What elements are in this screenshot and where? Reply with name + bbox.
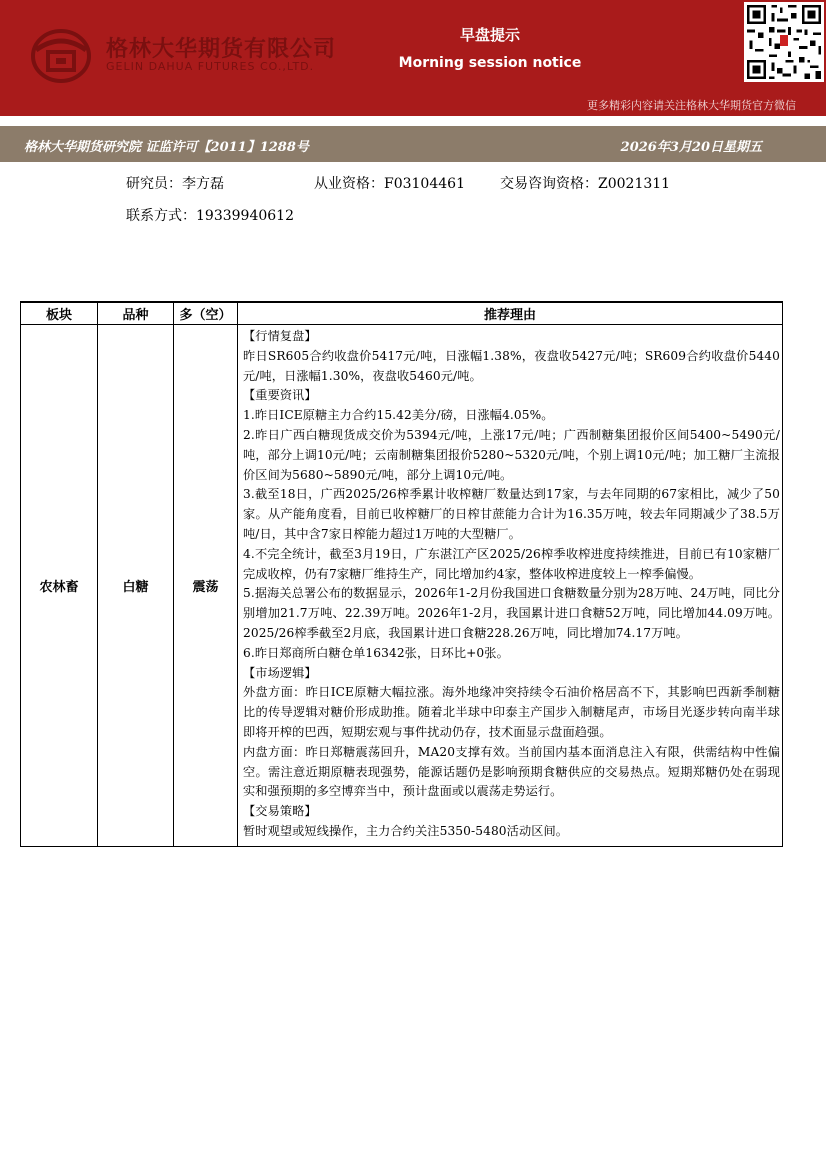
strategy-text: 暂时观望或短线操作，主力合约关注5350-5480活动区间。 [243, 823, 569, 838]
company-name-en: GELIN DAHUA FUTURES CO.,LTD. [106, 60, 315, 73]
institute-license: 格林大华期货研究院 证监许可【2011】1288号 [24, 140, 309, 155]
header-direction: 多（空） [174, 302, 238, 325]
institute-band [0, 126, 826, 162]
report-date: 2026年3月20日星期五 [620, 140, 762, 155]
header-variety: 品种 [98, 302, 174, 325]
review-text: 昨日SR605合约收盘价5417元/吨，日涨幅1.38%，夜盘收5427元/吨；SR609合约收盘价5440元/吨，日涨幅1.30%，夜盘收5460元/吨。 [243, 348, 780, 383]
company-name-cn: 格林大华期货有限公司 [106, 37, 337, 62]
news-item-1: 1.昨日ICE原糖主力合约15.42美分/磅，日涨幅4.05%。 [243, 408, 554, 423]
section-heading-logic: 【市场逻辑】 [243, 665, 317, 680]
logo-emblem-icon [30, 28, 92, 84]
contact-line: 联系方式：19339940612 [126, 208, 294, 224]
news-item-2: 2.昨日广西白糖现货成交价为5394元/吨，上涨17元/吨；广西制糖集团报价区间5400~5490元/吨，部分上调10元/吨；云南制糖集团报价5280~5320元/吨，个别上调10元/吨；加工糖厂主流报价区间为5680~5890元/吨，部分上调10元/吨。 [243, 427, 780, 482]
news-item-5: 5.据海关总署公布的数据显示，2026年1-2月份我国进口食糖数量分别为28万吨、24万吨，同比分别增加21.7万吨、22.39万吨。2026年1-2月，我国累计进口食糖52万吨，同比增加44.09万吨。2025/26榨季截至2月底，我国累计进口食糖228.26万吨，同比增加74.17万吨。 [243, 586, 780, 640]
qr-code-icon[interactable] [744, 2, 824, 82]
reason-cell [238, 325, 783, 847]
researcher-name: 研究员：李方磊 [126, 176, 224, 192]
follow-wechat-text: 更多精彩内容请关注格林大华期货官方微信 [587, 99, 796, 112]
section-heading-strategy: 【交易策略】 [243, 804, 317, 819]
logic-domestic: 内盘方面：昨日郑糖震荡回升，MA20支撑有效。当前国内基本面消息注入有限，供需结构中性偏空。需注意近期原糖表现强势，能源话题仍是影响预期食糖供应的交易热点。短期郑糖仍处在弱现实和强预期的多空博弈当中，预计盘面或以震荡走势运行。 [243, 744, 780, 799]
header-sector: 板块 [21, 302, 98, 325]
analyst-qualification: 从业资格：F03104461 [314, 176, 465, 192]
sector-cell: 农林畜 [21, 325, 98, 847]
recommendation-table [20, 301, 783, 847]
header-reason: 推荐理由 [238, 302, 783, 325]
consulting-qualification: 交易咨询资格：Z0021311 [500, 176, 671, 192]
table-header-row [21, 302, 783, 325]
variety-cell: 白糖 [98, 325, 174, 847]
direction-cell: 震荡 [174, 325, 238, 847]
doc-title: 早盘提示 [459, 26, 520, 44]
news-item-4: 4.不完全统计，截至3月19日，广东湛江产区2025/26榨季收榨进度持续推进，目前已有10家糖厂完成收榨，仍有7家糖厂维持生产，同比增加约4家，整体收榨进度较上一榨季偏慢。 [243, 546, 780, 581]
section-heading-news: 【重要资讯】 [243, 388, 317, 403]
company-logo [30, 28, 350, 88]
analyst-line [126, 173, 670, 193]
header-divider [20, 112, 320, 114]
table-row [21, 325, 783, 847]
section-heading-review: 【行情复盘】 [243, 329, 317, 343]
news-item-6: 6.昨日郑商所白糖仓单16342张，日环比+0张。 [243, 645, 509, 660]
news-item-3: 3.截至18日，广西2025/26榨季累计收榨糖厂数量达到17家，与去年同期的67家相比，减少了50家。从产能角度看，目前已收榨糖厂的日榨甘蔗能力合计为16.35万吨，较去年同期减少了38.5万吨/日，其中含7家日榨能力超过1万吨的大型糖厂。 [243, 487, 780, 541]
header-banner [0, 0, 826, 116]
doc-subtitle: Morning session notice [398, 55, 582, 71]
logic-external: 外盘方面：昨日ICE原糖大幅拉涨。海外地缘冲突持续令石油价格居高不下，其影响巴西新季制糖比的传导逻辑对糖价形成助推。随着北半球中印泰主产国步入制糖尾声，市场目光逐步转向南半球即将开榨的巴西，短期宏观与事件扰动仍存，技术面显示盘面趋强。 [243, 685, 780, 739]
